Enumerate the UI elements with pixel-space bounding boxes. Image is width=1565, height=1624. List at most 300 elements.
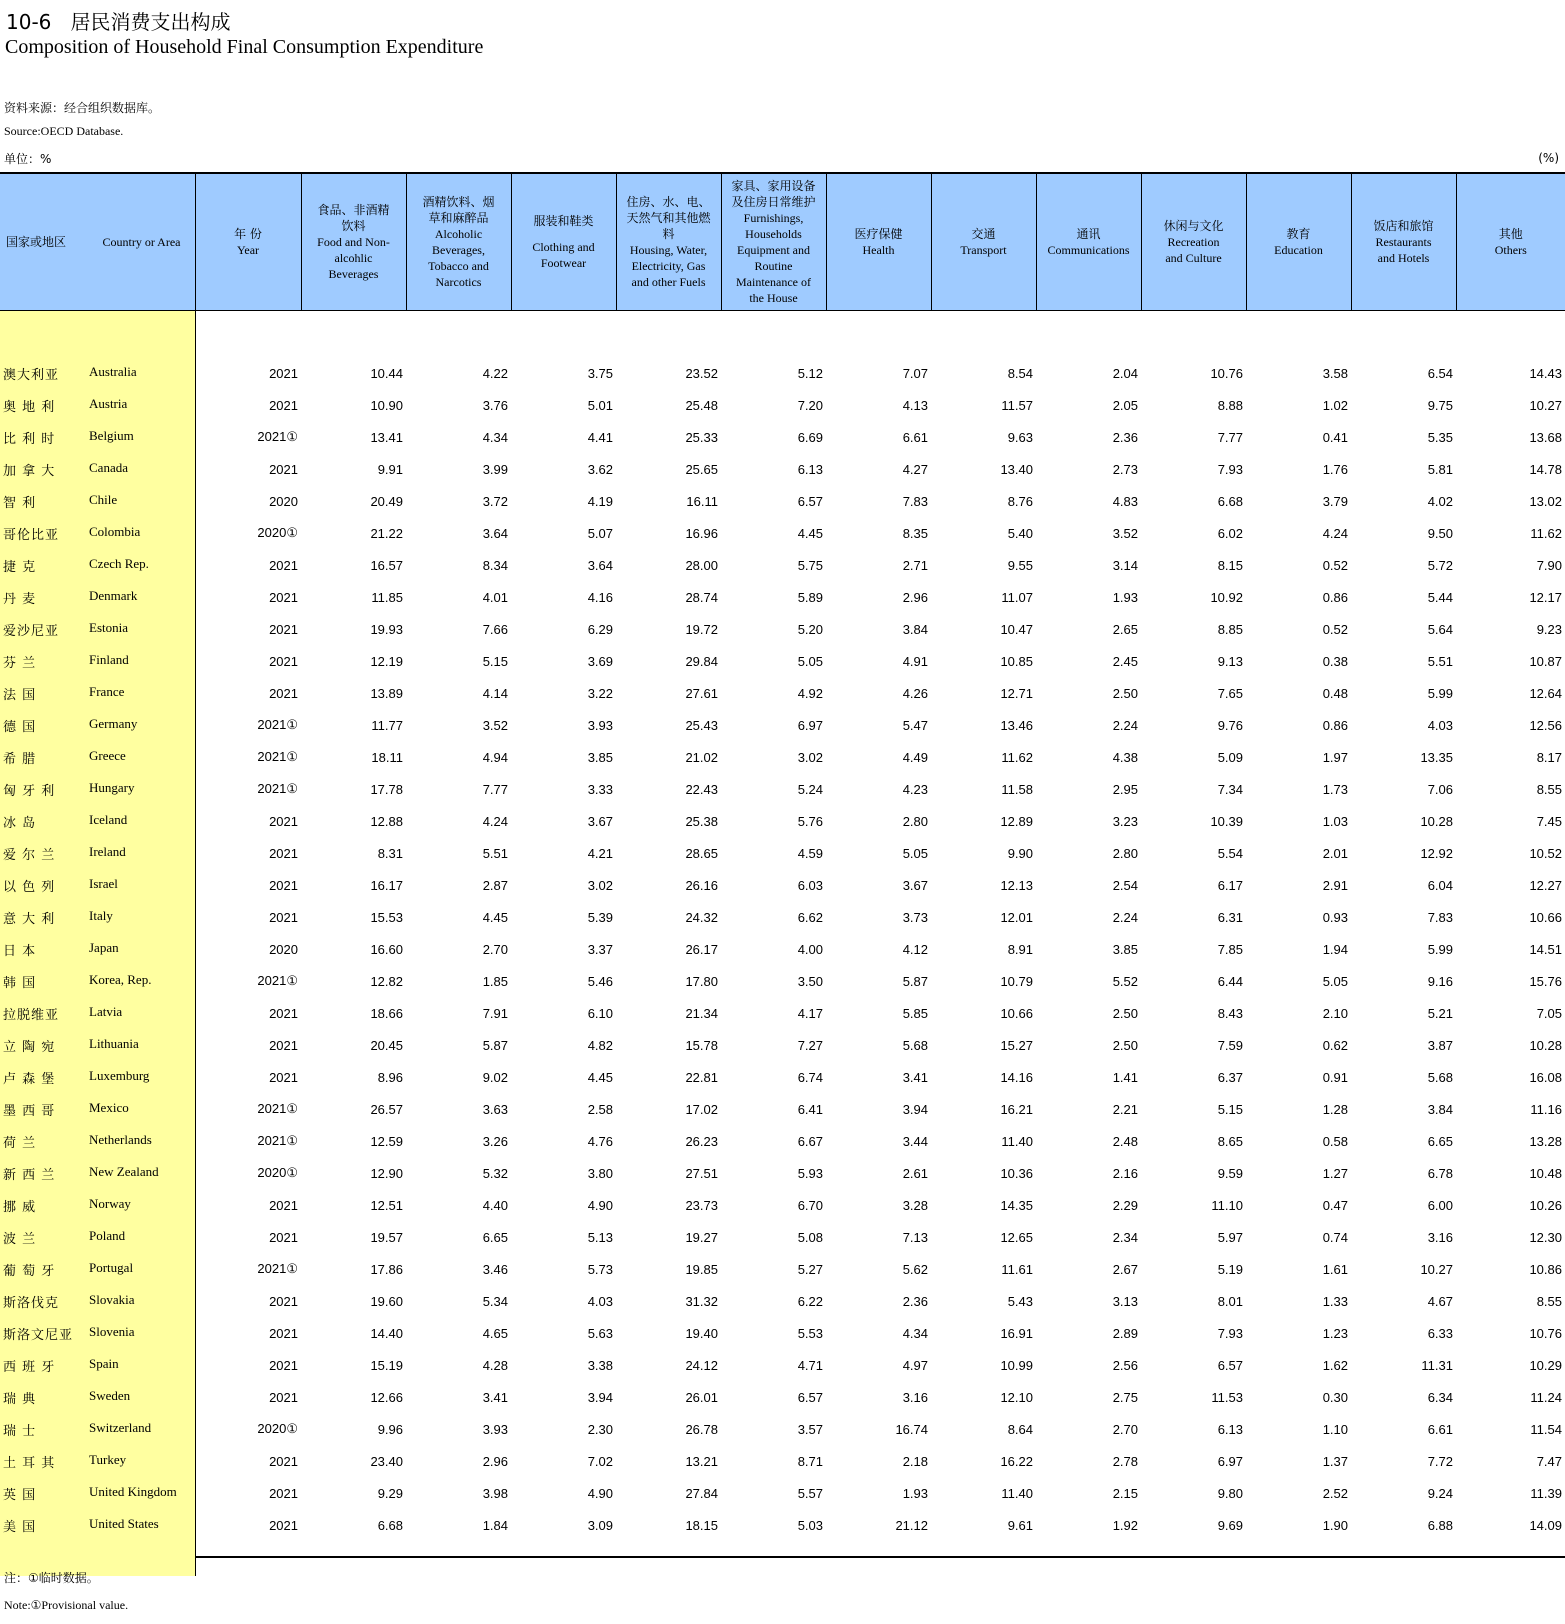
furnishings-value-cell: 8.71 (797, 1453, 823, 1469)
alcohol-value-cell: 4.40 (482, 1197, 508, 1213)
country-name (0, 1484, 195, 1503)
year-cell: 2021① (257, 749, 298, 764)
table-row (0, 517, 1565, 549)
education-value-cell: 4.24 (1322, 525, 1348, 541)
housing-value-cell: 15.78 (685, 1037, 718, 1053)
transport-value-cell: 13.46 (1000, 717, 1033, 733)
country-name (0, 556, 195, 575)
transport-value-cell: 12.10 (1000, 1389, 1033, 1405)
transport-value-cell: 13.40 (1000, 461, 1033, 477)
housing-value-cell: 25.65 (685, 461, 718, 477)
recreation-value-cell: 7.77 (1217, 429, 1243, 445)
country-name-cn: 意 大 利 (3, 911, 56, 927)
communications-value-cell: 2.70 (1112, 1421, 1138, 1437)
housing-value-cell: 18.15 (685, 1517, 718, 1533)
table-row (0, 1445, 1565, 1477)
country-name (0, 364, 195, 383)
education-value-cell: 0.52 (1322, 557, 1348, 573)
restaurants-value-cell: 13.35 (1420, 749, 1453, 765)
table-row (0, 389, 1565, 421)
country-cell (0, 645, 195, 677)
alcohol-value-cell: 3.46 (482, 1261, 508, 1277)
country-cell (0, 1029, 195, 1061)
furnishings-value-cell: 6.67 (797, 1133, 823, 1149)
table-row (0, 741, 1565, 773)
clothing-value-cell: 2.58 (587, 1101, 613, 1117)
furnishings-value-cell: 4.71 (797, 1357, 823, 1373)
year-cell: 2021 (269, 813, 298, 829)
transport-value-cell: 8.76 (1007, 493, 1033, 509)
communications-value-cell: 1.93 (1112, 589, 1138, 605)
header-year (195, 174, 301, 311)
recreation-value-cell: 11.10 (1211, 1197, 1243, 1213)
country-name-en: Finland (89, 651, 129, 667)
recreation-value-cell: 8.15 (1217, 557, 1243, 573)
clothing-value-cell: 4.41 (587, 429, 613, 445)
food-value-cell: 9.96 (377, 1421, 403, 1437)
country-name-cn: 拉脱维亚 (3, 1007, 60, 1023)
country-cell-spacer (0, 311, 195, 358)
food-value-cell: 15.53 (370, 909, 403, 925)
recreation-value-cell: 6.68 (1217, 493, 1243, 509)
transport-value-cell: 10.79 (1000, 973, 1033, 989)
transport-value-cell: 11.40 (1001, 1133, 1033, 1149)
country-name (0, 428, 195, 447)
country-cell (0, 1349, 195, 1381)
country-cell (0, 1157, 195, 1189)
recreation-value-cell: 7.34 (1217, 781, 1243, 797)
country-name-cn: 美 国 (3, 1519, 37, 1535)
communications-value-cell: 1.41 (1112, 1069, 1138, 1085)
restaurants-value-cell: 6.88 (1427, 1517, 1453, 1533)
food-value-cell: 12.82 (370, 973, 403, 989)
recreation-value-cell: 8.01 (1217, 1293, 1243, 1309)
country-name-en: Norway (89, 1195, 131, 1211)
alcohol-value-cell: 3.72 (482, 493, 508, 509)
housing-value-cell: 26.23 (685, 1133, 718, 1149)
furnishings-value-cell: 5.20 (797, 621, 823, 637)
table-row (0, 1189, 1565, 1221)
country-name-cn: 卢 森 堡 (3, 1071, 56, 1087)
communications-value-cell: 2.50 (1112, 685, 1138, 701)
communications-value-cell: 2.50 (1112, 1037, 1138, 1053)
country-name-en: Mexico (89, 1099, 129, 1115)
others-value-cell: 10.52 (1529, 845, 1562, 861)
header-recreation-en: Recreation and Culture (1165, 235, 1222, 265)
restaurants-value-cell: 4.03 (1427, 717, 1453, 733)
header-communications (1036, 174, 1141, 311)
housing-value-cell: 19.40 (685, 1325, 718, 1341)
clothing-value-cell: 3.75 (587, 365, 613, 381)
alcohol-value-cell: 3.76 (482, 397, 508, 413)
alcohol-value-cell: 5.51 (482, 845, 508, 861)
restaurants-value-cell: 5.81 (1427, 461, 1453, 477)
consumption-table (0, 174, 1565, 1576)
health-value-cell: 7.07 (902, 365, 928, 381)
food-value-cell: 12.19 (370, 653, 403, 669)
header-housing-en: Housing, Water, Electricity, Gas and other Fuels (629, 243, 708, 289)
recreation-value-cell: 9.59 (1217, 1165, 1243, 1181)
communications-value-cell: 2.45 (1112, 653, 1138, 669)
communications-value-cell: 2.24 (1112, 909, 1138, 925)
table-row (0, 1509, 1565, 1541)
table-row (0, 1157, 1565, 1189)
restaurants-value-cell: 7.83 (1427, 909, 1453, 925)
country-name-cn: 斯洛文尼亚 (3, 1327, 74, 1343)
education-value-cell: 1.33 (1322, 1293, 1348, 1309)
food-value-cell: 16.17 (370, 877, 403, 893)
restaurants-value-cell: 5.44 (1427, 589, 1453, 605)
housing-value-cell: 31.32 (685, 1293, 718, 1309)
table-row (0, 421, 1565, 453)
year-cell: 2021 (269, 1037, 298, 1053)
year-cell: 2021① (257, 1101, 298, 1116)
country-name (0, 1164, 195, 1183)
header-health (826, 174, 931, 311)
others-value-cell: 9.23 (1536, 621, 1562, 637)
housing-value-cell: 27.61 (685, 685, 718, 701)
food-value-cell: 11.77 (371, 717, 403, 733)
year-cell: 2021 (269, 1389, 298, 1405)
clothing-value-cell: 4.76 (587, 1133, 613, 1149)
food-value-cell: 12.59 (370, 1133, 403, 1149)
clothing-value-cell: 3.93 (587, 717, 613, 733)
housing-value-cell: 26.78 (685, 1421, 718, 1437)
housing-value-cell: 21.34 (685, 1005, 718, 1021)
header-furnishings-cn: 家具、家用设备及住房日常维护 (731, 179, 816, 209)
food-value-cell: 12.66 (370, 1389, 403, 1405)
transport-value-cell: 11.61 (1001, 1261, 1033, 1277)
clothing-value-cell: 7.02 (587, 1453, 613, 1469)
country-cell (0, 1509, 195, 1541)
others-value-cell: 12.17 (1529, 589, 1562, 605)
housing-value-cell: 19.27 (685, 1229, 718, 1245)
clothing-value-cell: 3.62 (587, 461, 613, 477)
clothing-value-cell: 4.03 (587, 1293, 613, 1309)
furnishings-value-cell: 5.53 (797, 1325, 823, 1341)
year-cell: 2020 (269, 493, 298, 509)
country-name (0, 652, 195, 671)
country-name (0, 1388, 195, 1407)
transport-value-cell: 9.90 (1007, 845, 1033, 861)
alcohol-value-cell: 4.22 (482, 365, 508, 381)
alcohol-value-cell: 7.77 (482, 781, 508, 797)
transport-value-cell: 11.40 (1001, 1485, 1033, 1501)
education-value-cell: 1.73 (1322, 781, 1348, 797)
health-value-cell: 6.61 (902, 429, 928, 445)
country-name-en: Israel (89, 875, 118, 891)
header-alcohol-cn: 酒精饮料、烟草和麻醉品 (422, 195, 495, 225)
furnishings-value-cell: 6.70 (797, 1197, 823, 1213)
country-name (0, 972, 195, 991)
recreation-value-cell: 8.88 (1217, 397, 1243, 413)
header-furnishings (721, 174, 826, 311)
education-value-cell: 3.79 (1322, 493, 1348, 509)
recreation-value-cell: 6.37 (1217, 1069, 1243, 1085)
communications-value-cell: 2.36 (1112, 429, 1138, 445)
table-row (0, 1285, 1565, 1317)
clothing-value-cell: 3.67 (587, 813, 613, 829)
restaurants-value-cell: 12.92 (1420, 845, 1453, 861)
year-cell: 2021 (269, 653, 298, 669)
clothing-value-cell: 3.94 (587, 1389, 613, 1405)
header-restaurants-cn: 饭店和旅馆 (1373, 219, 1434, 233)
health-value-cell: 3.41 (902, 1069, 928, 1085)
country-cell (0, 1477, 195, 1509)
header-country-cn: 国家或地区 (6, 235, 67, 249)
country-name (0, 748, 195, 767)
housing-value-cell: 28.65 (685, 845, 718, 861)
restaurants-value-cell: 9.50 (1427, 525, 1453, 541)
table-row (0, 453, 1565, 485)
country-name (0, 812, 195, 831)
transport-value-cell: 16.21 (1000, 1101, 1033, 1117)
education-value-cell: 1.02 (1322, 397, 1348, 413)
country-name-en: Greece (89, 747, 126, 763)
page-title-cn: 10-6 居民消费支出构成 (6, 10, 231, 34)
health-value-cell: 2.18 (902, 1453, 928, 1469)
education-value-cell: 0.47 (1322, 1197, 1348, 1213)
alcohol-value-cell: 2.70 (482, 941, 508, 957)
transport-value-cell: 9.63 (1007, 429, 1033, 445)
health-value-cell: 5.85 (902, 1005, 928, 1021)
furnishings-value-cell: 5.57 (797, 1485, 823, 1501)
table-row (0, 1221, 1565, 1253)
others-value-cell: 10.27 (1529, 397, 1562, 413)
health-value-cell: 4.49 (902, 749, 928, 765)
furnishings-value-cell: 4.00 (797, 941, 823, 957)
alcohol-value-cell: 7.91 (482, 1005, 508, 1021)
table-row (0, 1381, 1565, 1413)
others-value-cell: 13.02 (1529, 493, 1562, 509)
restaurants-value-cell: 6.33 (1427, 1325, 1453, 1341)
furnishings-value-cell: 5.05 (797, 653, 823, 669)
food-value-cell: 10.90 (370, 397, 403, 413)
communications-value-cell: 2.56 (1112, 1357, 1138, 1373)
country-name-cn: 希 腊 (3, 751, 37, 767)
recreation-value-cell: 10.39 (1210, 813, 1243, 829)
year-cell: 2021 (269, 1197, 298, 1213)
country-name (0, 1004, 195, 1023)
restaurants-value-cell: 3.87 (1427, 1037, 1453, 1053)
country-name-cn: 荷 兰 (3, 1135, 37, 1151)
recreation-value-cell: 10.76 (1210, 365, 1243, 381)
communications-value-cell: 3.23 (1112, 813, 1138, 829)
education-value-cell: 0.48 (1322, 685, 1348, 701)
country-name-en: Poland (89, 1227, 126, 1243)
education-value-cell: 3.58 (1322, 365, 1348, 381)
country-cell (0, 581, 195, 613)
values-tail (195, 1541, 1565, 1576)
others-value-cell: 10.87 (1529, 653, 1562, 669)
furnishings-value-cell: 4.92 (797, 685, 823, 701)
furnishings-value-cell: 7.20 (797, 397, 823, 413)
transport-value-cell: 10.66 (1000, 1005, 1033, 1021)
restaurants-value-cell: 9.75 (1427, 397, 1453, 413)
year-cell: 2021 (269, 685, 298, 701)
year-cell: 2021 (269, 1325, 298, 1341)
header-health-en: Health (862, 243, 895, 257)
education-value-cell: 0.52 (1322, 621, 1348, 637)
clothing-value-cell: 4.82 (587, 1037, 613, 1053)
furnishings-value-cell: 6.03 (797, 877, 823, 893)
housing-value-cell: 13.21 (685, 1453, 718, 1469)
country-cell (0, 1317, 195, 1349)
food-value-cell: 19.93 (370, 621, 403, 637)
country-name-en: Canada (89, 459, 128, 475)
header-year-cn: 年 份 (234, 227, 262, 241)
country-name-en: Denmark (89, 587, 138, 603)
clothing-value-cell: 3.37 (587, 941, 613, 957)
transport-value-cell: 10.85 (1000, 653, 1033, 669)
country-name-cn: 哥伦比亚 (3, 527, 60, 543)
others-value-cell: 11.16 (1530, 1101, 1562, 1117)
country-name-en: Slovakia (89, 1291, 135, 1307)
housing-value-cell: 26.17 (685, 941, 718, 957)
restaurants-value-cell: 3.84 (1427, 1101, 1453, 1117)
others-value-cell: 12.56 (1529, 717, 1562, 733)
clothing-value-cell: 5.13 (587, 1229, 613, 1245)
country-cell (0, 869, 195, 901)
country-name-en: Germany (89, 715, 138, 731)
health-value-cell: 3.94 (902, 1101, 928, 1117)
restaurants-value-cell: 11.31 (1421, 1357, 1453, 1373)
transport-value-cell: 12.89 (1000, 813, 1033, 829)
year-cell: 2021 (269, 397, 298, 413)
clothing-value-cell: 3.09 (587, 1517, 613, 1533)
furnishings-value-cell: 3.50 (797, 973, 823, 989)
housing-value-cell: 25.48 (685, 397, 718, 413)
furnishings-value-cell: 5.75 (797, 557, 823, 573)
clothing-value-cell: 5.46 (587, 973, 613, 989)
recreation-value-cell: 9.76 (1217, 717, 1243, 733)
clothing-value-cell: 3.22 (587, 685, 613, 701)
country-cell (0, 773, 195, 805)
header-education-en: Education (1274, 243, 1323, 257)
country-name-en: New Zealand (89, 1163, 159, 1179)
country-name-cn: 捷 克 (3, 559, 37, 575)
alcohol-value-cell: 3.64 (482, 525, 508, 541)
country-name-cn: 法 国 (3, 687, 37, 703)
data-table-container (0, 172, 1565, 1558)
housing-value-cell: 26.01 (685, 1389, 718, 1405)
communications-value-cell: 4.83 (1112, 493, 1138, 509)
health-value-cell: 3.44 (902, 1133, 928, 1149)
alcohol-value-cell: 3.41 (482, 1389, 508, 1405)
restaurants-value-cell: 5.21 (1427, 1005, 1453, 1021)
year-cell: 2021 (269, 845, 298, 861)
transport-value-cell: 15.27 (1000, 1037, 1033, 1053)
alcohol-value-cell: 5.32 (482, 1165, 508, 1181)
alcohol-value-cell: 1.84 (482, 1517, 508, 1533)
year-cell: 2021 (269, 909, 298, 925)
others-value-cell: 16.08 (1529, 1069, 1562, 1085)
country-name (0, 1324, 195, 1343)
food-value-cell: 12.51 (370, 1197, 403, 1213)
country-name-cn: 比 利 时 (3, 431, 56, 447)
year-cell: 2020 (269, 941, 298, 957)
clothing-value-cell: 6.10 (587, 1005, 613, 1021)
country-name-en: Belgium (89, 427, 134, 443)
country-cell (0, 1445, 195, 1477)
clothing-value-cell: 4.19 (587, 493, 613, 509)
alcohol-value-cell: 5.87 (482, 1037, 508, 1053)
education-value-cell: 0.86 (1322, 589, 1348, 605)
housing-value-cell: 28.00 (685, 557, 718, 573)
others-value-cell: 7.05 (1536, 1005, 1562, 1021)
others-value-cell: 10.86 (1529, 1261, 1562, 1277)
furnishings-value-cell: 6.62 (797, 909, 823, 925)
table-row (0, 1253, 1565, 1285)
country-name-cn: 以 色 列 (3, 879, 56, 895)
year-cell: 2021 (269, 1485, 298, 1501)
year-cell: 2021 (269, 365, 298, 381)
alcohol-value-cell: 3.52 (482, 717, 508, 733)
country-name-cn: 英 国 (3, 1487, 37, 1503)
transport-value-cell: 12.13 (1000, 877, 1033, 893)
table-row (0, 613, 1565, 645)
communications-value-cell: 2.15 (1112, 1485, 1138, 1501)
country-name-cn: 爱沙尼亚 (3, 623, 60, 639)
country-cell (0, 1221, 195, 1253)
furnishings-value-cell: 7.27 (797, 1037, 823, 1053)
health-value-cell: 4.23 (902, 781, 928, 797)
others-value-cell: 11.54 (1530, 1421, 1562, 1437)
header-others-en: Others (1494, 243, 1527, 257)
country-name (0, 716, 195, 735)
communications-value-cell: 4.38 (1112, 749, 1138, 765)
furnishings-value-cell: 4.45 (797, 525, 823, 541)
food-value-cell: 10.44 (370, 365, 403, 381)
country-cell (0, 1093, 195, 1125)
table-row (0, 837, 1565, 869)
recreation-value-cell: 6.13 (1217, 1421, 1243, 1437)
alcohol-value-cell: 6.65 (482, 1229, 508, 1245)
restaurants-value-cell: 3.16 (1427, 1229, 1453, 1245)
country-name-cn: 日 本 (3, 943, 37, 959)
others-value-cell: 10.29 (1529, 1357, 1562, 1373)
header-food-en: Food and Non-alcohlic Beverages (317, 235, 390, 281)
country-name-cn: 奥 地 利 (3, 399, 56, 415)
header-communications-cn: 通讯 (1076, 227, 1101, 241)
country-name-en: United Kingdom (89, 1483, 177, 1499)
year-cell: 2021 (269, 1357, 298, 1373)
health-value-cell: 4.13 (902, 397, 928, 413)
country-name (0, 1228, 195, 1247)
country-name (0, 684, 195, 703)
health-value-cell: 7.13 (902, 1229, 928, 1245)
health-value-cell: 3.28 (902, 1197, 928, 1213)
communications-value-cell: 2.78 (1112, 1453, 1138, 1469)
education-value-cell: 0.91 (1322, 1069, 1348, 1085)
country-name-en: Italy (89, 907, 113, 923)
table-row (0, 773, 1565, 805)
food-value-cell: 21.22 (370, 525, 403, 541)
country-name (0, 492, 195, 511)
housing-value-cell: 22.43 (685, 781, 718, 797)
alcohol-value-cell: 2.87 (482, 877, 508, 893)
others-value-cell: 11.62 (1530, 525, 1562, 541)
education-value-cell: 1.37 (1322, 1453, 1348, 1469)
country-name-cn: 匈 牙 利 (3, 783, 56, 799)
transport-value-cell: 11.57 (1001, 397, 1033, 413)
year-cell: 2021 (269, 557, 298, 573)
alcohol-value-cell: 3.98 (482, 1485, 508, 1501)
health-value-cell: 8.35 (902, 525, 928, 541)
restaurants-value-cell: 4.67 (1427, 1293, 1453, 1309)
transport-value-cell: 16.91 (1000, 1325, 1033, 1341)
note-cn: 注：①临时数据。 (4, 1571, 99, 1585)
